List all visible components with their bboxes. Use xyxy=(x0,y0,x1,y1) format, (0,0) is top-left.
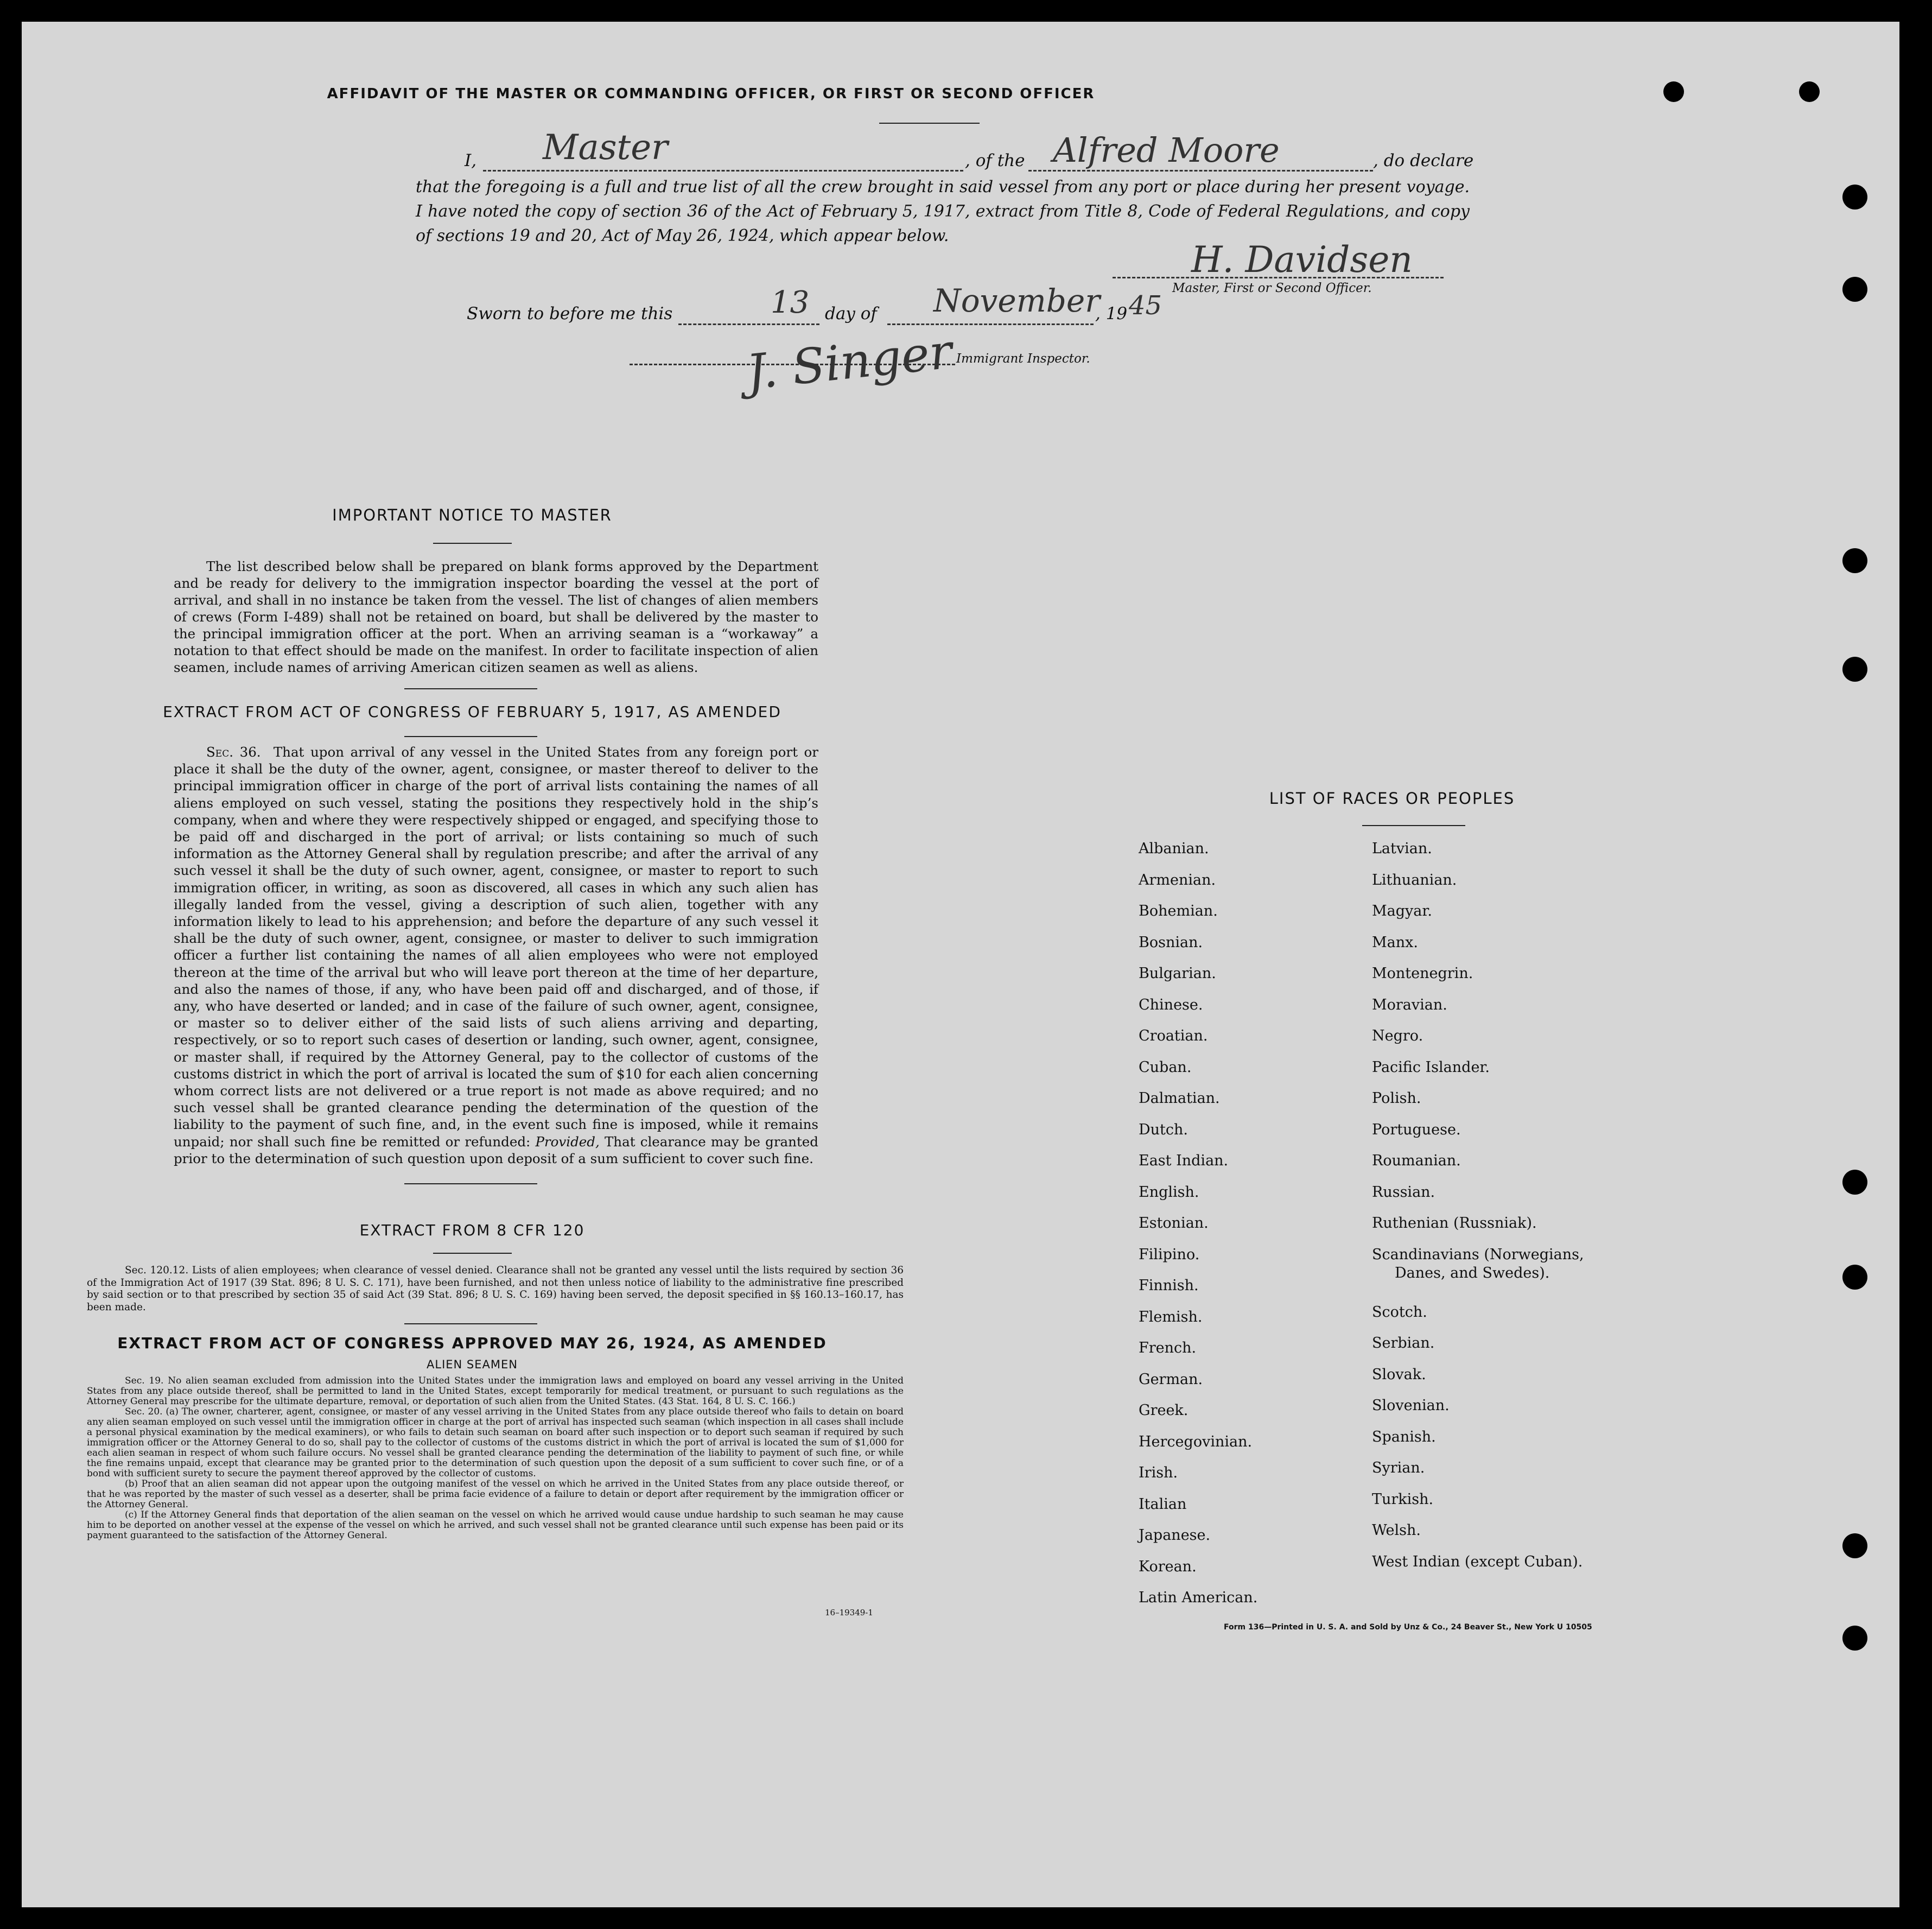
race-item: Roumanian. xyxy=(1372,1152,1461,1169)
races-heading: LIST OF RACES OR PEOPLES xyxy=(1269,789,1515,808)
race-item: Korean. xyxy=(1139,1558,1197,1575)
vessel-handwriting: Alfred Moore xyxy=(1053,130,1280,170)
race-item: Hercegovinian. xyxy=(1139,1433,1253,1450)
cfr-body: Sec. 120.12. Lists of alien employees; when clearance of vessel denied. Clearance shall not be granted any vessel until the lists required by section 36 of the Immigration Act of 1917 (39 Stat. 896; 8 U. S. C. 171), have been furnished, and not then unless notice of liability to the administrative fine prescribed by said section or to that prescribed by section 35 of said Act (39 Stat. 896; 8 U. S. C. 169) having been served, the deposit specified in §§ 160.13–160.17, has been made. xyxy=(87,1265,904,1313)
race-item: Serbian. xyxy=(1372,1335,1435,1351)
punch-hole xyxy=(1842,657,1867,682)
month-blank xyxy=(887,323,1094,325)
section-20a-text: Sec. 20. (a) The owner, charterer, agent, consignee, or master of any vessel arriving in the United States from any place outside thereof who fails to detain on board any alien seaman employed on such vessel until the immigration officer in charge at the port of arrival has inspected such seaman (which inspection in all cases shall include a personal physical examination by the medical examiners), or who fails to detain such seaman on board after such inspection or to deport such seaman if required by such immigration officer or the Attorney General to do so, shall pay to the collector of customs of the customs district in which the port of arrival is located the sum of $1,000 for each alien seaman in respect of whom such failure occurs. No vessel shall be granted clearance pending the determination of the liability to payment of such fine, or while the fine remains unpaid, except that clearance may be granted prior to the determination of such question upon the deposit of a sum sufficient to cover such fine, or of a bond with sufficient surety to secure the payment thereof approved by the collector of customs. xyxy=(87,1406,904,1479)
divider xyxy=(404,736,537,737)
divider xyxy=(404,1323,537,1324)
punch-hole xyxy=(1842,1533,1867,1558)
of-the-label: , of the xyxy=(965,151,1025,170)
race-item: Croatian. xyxy=(1139,1027,1208,1044)
day-blank xyxy=(678,323,819,325)
race-item: Dalmatian. xyxy=(1139,1090,1220,1107)
race-item: Turkish. xyxy=(1372,1490,1434,1508)
race-item: Bulgarian. xyxy=(1139,965,1216,982)
extract-1924-body xyxy=(87,1376,904,1541)
notice-heading: IMPORTANT NOTICE TO MASTER xyxy=(332,506,612,524)
section-20c-text: (c) If the Attorney General finds that deportation of the alien seaman on the vessel on which he arrived would cause undue hardship to such seaman he may cause him to be deported on another vessel at the expense of the vessel on which he arrived, and such vessel shall not be granted clearance until such expense has been paid or its payment guaranteed to the satisfaction of the Attorney General. xyxy=(87,1509,904,1541)
vessel-blank xyxy=(1028,170,1373,172)
race-item: Chinese. xyxy=(1139,996,1203,1013)
day-of-label: day of xyxy=(825,304,877,323)
inspector-signature: J. Singer xyxy=(743,323,955,401)
race-item: Danes, and Swedes). xyxy=(1395,1264,1550,1281)
race-item: Portuguese. xyxy=(1372,1121,1461,1138)
day-handwriting: 13 xyxy=(771,285,810,320)
divider xyxy=(879,123,980,124)
affidavit-i-label: I, xyxy=(465,151,477,170)
year-prefix: , 19 xyxy=(1095,304,1128,323)
race-item: Scotch. xyxy=(1372,1303,1427,1321)
race-item: Welsh. xyxy=(1372,1522,1421,1539)
race-item: Bosnian. xyxy=(1139,934,1203,951)
race-item: Slovak. xyxy=(1372,1366,1426,1383)
provided-word: Provided, xyxy=(535,1133,600,1150)
punch-hole xyxy=(1842,1265,1867,1290)
race-item: Polish. xyxy=(1372,1090,1421,1107)
punch-hole xyxy=(1842,1626,1867,1651)
declaration-text: that the foregoing is a full and true list of all the crew brought in said vessel from any port or place during her present voyage. I have noted the copy of section 36 of the Act of February 5, 1917, extract from Title 8, Code of Federal Regulations, and copy of sections 19 and 20, Act of May 26, 1924, which appear below. xyxy=(416,177,1470,245)
race-item: Italian xyxy=(1139,1495,1187,1513)
divider xyxy=(433,543,512,544)
race-item: Cuban. xyxy=(1139,1058,1192,1076)
extract-1924-heading: EXTRACT FROM ACT OF CONGRESS APPROVED MAY 26, 1924, AS AMENDED xyxy=(117,1334,827,1352)
signature-caption: Master, First or Second Officer. xyxy=(1172,281,1372,295)
section-36-text: That upon arrival of any vessel in the United States from any foreign port or place it shall be the duty of the owner, agent, consignee, or master thereof to deliver to the principal immigration officer in charge of the port of arrival lists containing the names of all aliens employed on such vessel, stating the positions they respectively hold in the ship’s company, when and where they were respectively shipped or engaged, and specifying those to be paid off and discharged in the port of arrival; or lists containing so much of such information as the Attorney General shall by regulation prescribe; and after the arrival of any such vessel it shall be the duty of such owner, agent, consignee, or master to report to such immigration officer, in writing, as soon as discovered, all cases in which any such alien has illegally landed from the vessel, giving a description of such alien, together with any information likely to lead to his apprehension; and before the departure of any such vessel it shall be the duty of such owner, agent, consignee, or master to deliver to such immigration officer a further list containing the names of all alien employees who were not employed thereon at the time of the arrival but who will leave port thereon at the time of her departure, and also the names of those, if any, who have been paid off and discharged, and of those, if any, who have deserted or landed; and in case of the failure of such owner, agent, consignee, or master so to deliver either of the said lists of such aliens arriving and departing, respectively, or so to report such cases of desertion or landing, such owner, agent, consignee, or master shall, if required by the Attorney General, pay to the collector of customs of the customs district in which the port of arrival is located the sum of $10 for each alien concerning whom correct lists are not delivered or a true report is not made as above required; and no such vessel shall be granted clearance pending the determination of the question of the liability to the payment of such fine, and, in the event such fine is imposed, while it remains unpaid; nor shall such fine be remitted or refunded: xyxy=(174,744,819,1150)
officer-signature: H. Davidsen xyxy=(1191,239,1413,281)
race-item: Filipino. xyxy=(1139,1246,1200,1263)
race-item: Armenian. xyxy=(1139,871,1216,889)
document-page xyxy=(22,22,1899,1907)
do-declare-label: , do declare xyxy=(1373,151,1474,170)
master-handwriting: Master xyxy=(543,128,668,168)
race-item: Flemish. xyxy=(1139,1308,1203,1325)
section-19-text: Sec. 19. No alien seaman excluded from admission into the United States under the immigration laws and employed on board any vessel arriving in the United States from any place outside thereof, shall be permitted to land in the United States, except temporarily for medical treatment, or pursuant to such regulations as the Attorney General may prescribe for the ultimate departure, removal, or deportation of such alien from the United States. (43 Stat. 164, 8 U. S. C. 166.) xyxy=(87,1375,904,1407)
extract-1917-body xyxy=(174,744,818,1167)
race-item: East Indian. xyxy=(1139,1152,1229,1169)
divider xyxy=(404,688,537,689)
race-item: Slovenian. xyxy=(1372,1397,1450,1414)
race-item: Negro. xyxy=(1372,1027,1423,1044)
race-item: Pacific Islander. xyxy=(1372,1058,1490,1076)
month-handwriting: November xyxy=(933,282,1100,319)
inspector-caption: Immigrant Inspector. xyxy=(956,352,1090,366)
race-item: Latvian. xyxy=(1372,840,1432,857)
form-code: 16–19349-1 xyxy=(825,1608,873,1617)
punch-hole xyxy=(1842,277,1867,302)
divider xyxy=(404,1183,537,1184)
race-item: French. xyxy=(1139,1340,1197,1356)
race-item: Greek. xyxy=(1139,1402,1189,1419)
race-item: Scandinavians (Norwegians, xyxy=(1372,1246,1584,1263)
alien-seamen-subheading: ALIEN SEAMEN xyxy=(427,1358,518,1371)
race-item: Montenegrin. xyxy=(1372,965,1473,982)
race-item: Ruthenian (Russniak). xyxy=(1372,1215,1537,1232)
race-item: Estonian. xyxy=(1139,1215,1209,1232)
race-item: Lithuanian. xyxy=(1372,871,1457,889)
race-item: West Indian (except Cuban). xyxy=(1372,1553,1583,1570)
race-item: Syrian. xyxy=(1372,1460,1425,1476)
cfr-heading: EXTRACT FROM 8 CFR 120 xyxy=(359,1221,585,1239)
race-item: Latin American. xyxy=(1139,1589,1258,1606)
notice-body: The list described below shall be prepared on blank forms approved by the Department and be ready for delivery to the immigration inspector boarding the vessel at the port of arrival, and shall in no instance be taken from the vessel. The list of changes of alien members of crews (Form I-489) shall not be retained on board, but shall be delivered by the master to the principal immigration officer at the port. When an arriving seaman is a “workaway” a notation to that effect should be made on the manifest. In order to facilitate inspection of alien seamen, include names of arriving American citizen seamen as well as aliens. xyxy=(174,559,818,675)
race-item: English. xyxy=(1139,1183,1199,1201)
printer-imprint: Form 136—Printed in U. S. A. and Sold by Unz & Co., 24 Beaver St., New York U 10505 xyxy=(1224,1623,1592,1632)
divider xyxy=(1362,825,1465,826)
affidavit-heading: AFFIDAVIT OF THE MASTER OR COMMANDING OFFICER, OR FIRST OR SECOND OFFICER xyxy=(327,86,1095,102)
punch-hole xyxy=(1842,185,1867,210)
punch-hole xyxy=(1842,1170,1867,1195)
race-item: Magyar. xyxy=(1372,903,1432,919)
race-item: Irish. xyxy=(1139,1464,1178,1481)
punch-hole xyxy=(1663,81,1684,102)
race-item: Albanian. xyxy=(1139,840,1209,857)
race-item: German. xyxy=(1139,1370,1203,1388)
section-36-text-end: That clearance may be granted prior to the determination of such question upon deposit of a sum sufficient to cover such fine. xyxy=(174,1133,818,1166)
race-item: Spanish. xyxy=(1372,1428,1436,1445)
sworn-label: Sworn to before me this xyxy=(467,304,673,323)
race-item: Manx. xyxy=(1372,934,1418,951)
extract-1917-heading: EXTRACT FROM ACT OF CONGRESS OF FEBRUARY 5, 1917, AS AMENDED xyxy=(163,703,781,721)
year-handwriting: 45 xyxy=(1129,290,1162,321)
race-item: Japanese. xyxy=(1139,1527,1211,1544)
section-label: Sec. 36. xyxy=(206,744,261,760)
race-item: Dutch. xyxy=(1139,1121,1188,1138)
punch-hole xyxy=(1842,548,1867,573)
race-item: Russian. xyxy=(1372,1183,1435,1201)
divider xyxy=(433,1253,512,1254)
master-blank xyxy=(483,170,963,172)
race-item: Bohemian. xyxy=(1139,903,1218,919)
race-item: Moravian. xyxy=(1372,996,1447,1013)
race-item: Finnish. xyxy=(1139,1277,1199,1294)
section-20b-text: (b) Proof that an alien seaman did not appear upon the outgoing manifest of the vessel on which he arrived in the United States from any place outside thereof, or that he was reported by the master of such vessel as a deserter, shall be prima facie evidence of a failure to detain or deport after requirement by the immigration officer or the Attorney General. xyxy=(87,1479,904,1510)
punch-hole xyxy=(1799,81,1820,102)
